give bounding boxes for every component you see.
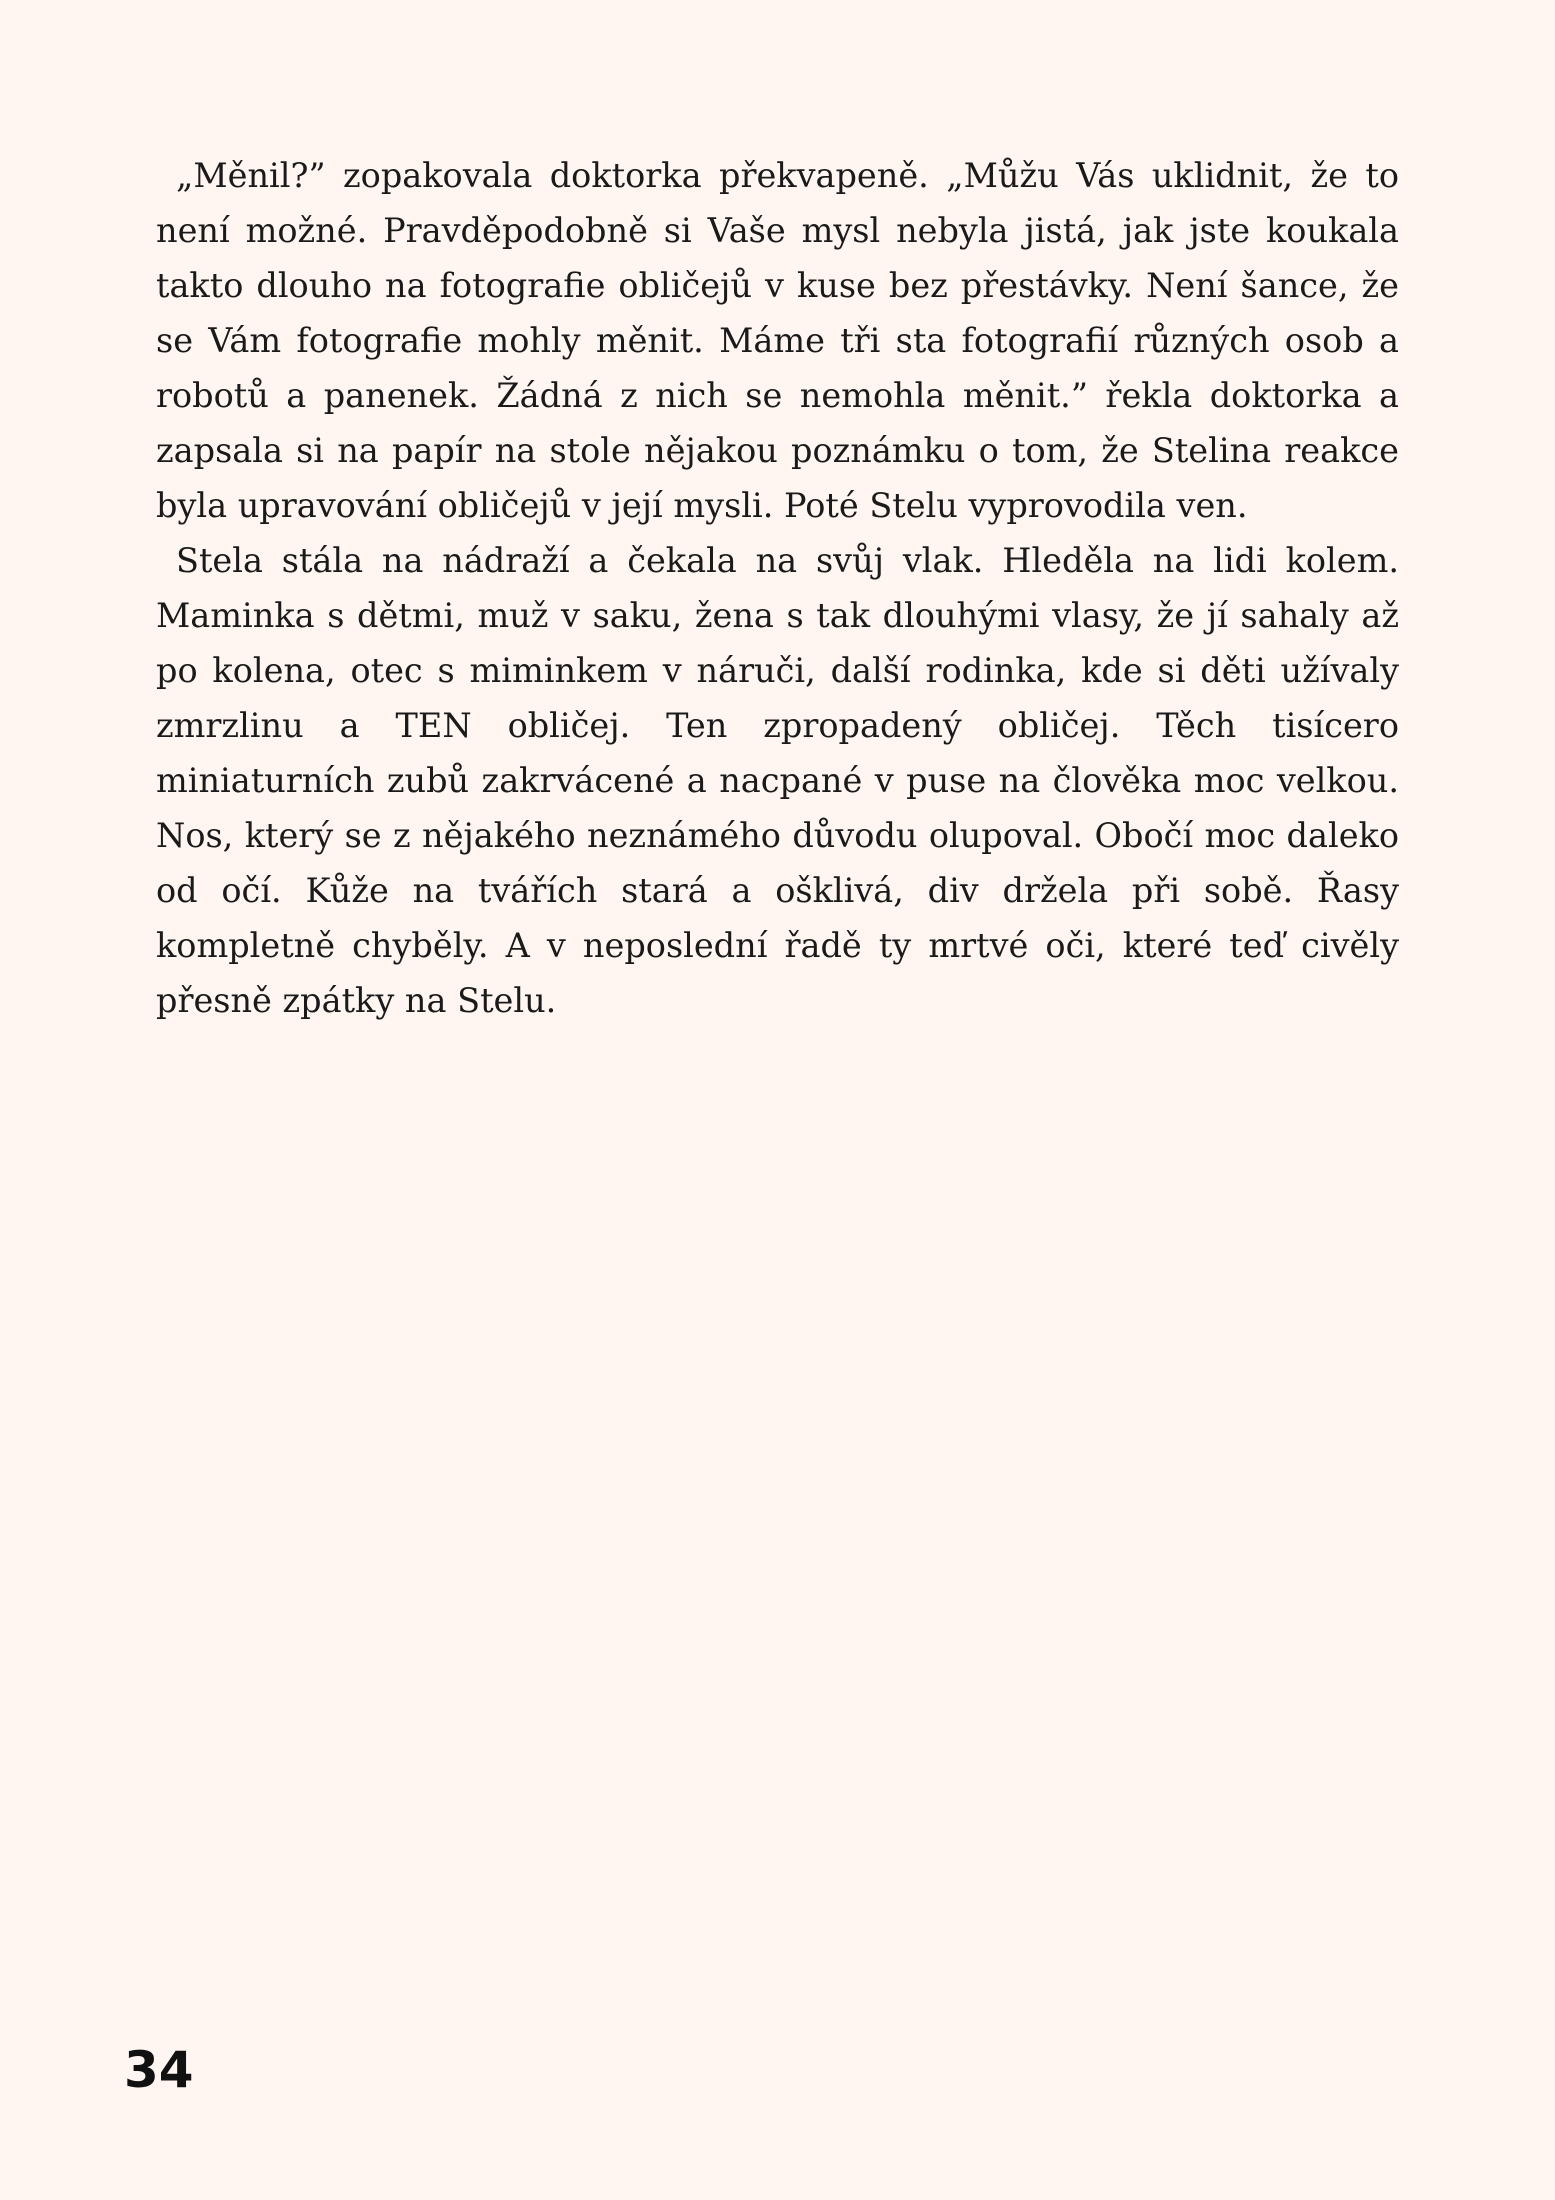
page-number: 34 (124, 2041, 194, 2099)
body-text (156, 148, 1399, 1028)
paragraph-2: Stela stála na nádraží a čekala na svůj vlak. Hleděla na lidi kolem. Maminka s dětmi, muž v saku, žena s tak dlouhými vlasy, že jí sahaly až po kolena, otec s miminkem v náruči, další rodinka, kde si děti užívaly zmrzlinu a TEN obličej. Ten zpropadený obličej. Těch tisícero miniaturních zubů zakrvácené a nacpané v puse na člověka moc velkou. Nos, který se z nějakého neznámého důvodu olupoval. Obočí moc daleko od očí. Kůže na tvářích stará a ošklivá, div držela při sobě. Řasy kompletně chyběly. A v neposlední řadě ty mrtvé oči, které teď civěly přesně zpátky na Stelu. (156, 541, 1399, 1020)
paragraph-1: „Měnil?” zopakovala doktorka překvapeně. „Můžu Vás uklidnit, že to není možné. Pravděpodobně si Vaše mysl nebyla jistá, jak jste koukala takto dlouho na fotografie obličejů v kuse bez přestávky. Není šance, že se Vám fotografie mohly měnit. Máme tři sta fotografií různých osob a robotů a panenek. Žádná z nich se nemohla měnit.” řekla doktorka a zapsala si na papír na stole nějakou poznámku o tom, že Stelina reakce byla upravování obličejů v její mysli. Poté Stelu vyprovodila ven. (156, 156, 1399, 525)
